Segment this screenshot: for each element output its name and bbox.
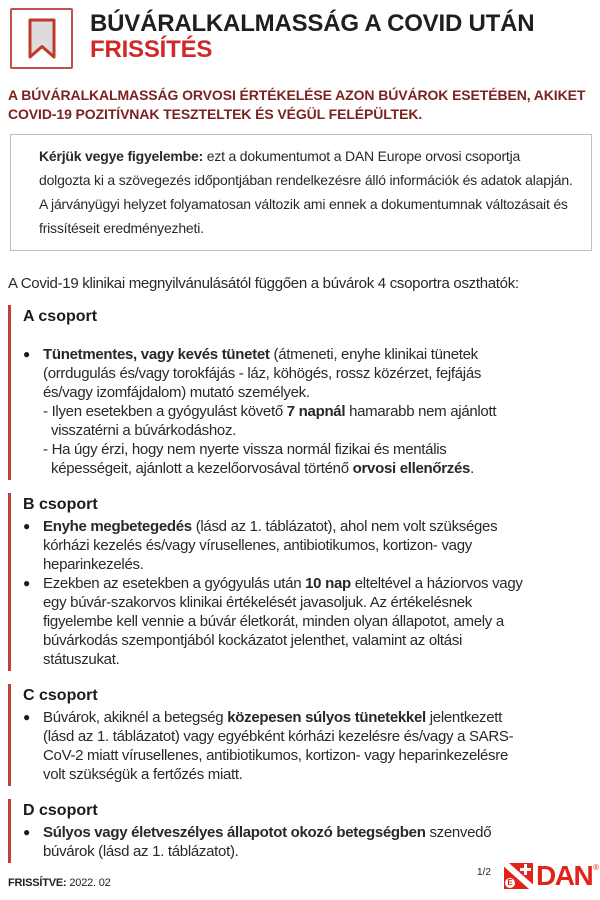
dan-logo-text: DAN xyxy=(536,860,593,891)
bookmark-icon xyxy=(10,8,73,69)
bullet-text: Búvárok, akiknél a betegség közepesen súlyos tünetekkel jelentkezett (lásd az 1. táblázatot) vagy egyébként kórházi kezelésre és/vagy a SARS-CoV-2 miatt vírusellenes, antibiotikumos, kortizon- vagy heparinkezelésre volt szükségük a fertőzés miatt. xyxy=(43,709,514,783)
section-group-c xyxy=(8,684,600,786)
dan-logo xyxy=(504,860,600,891)
bullet-icon: ● xyxy=(23,519,31,533)
bullet-icon: ● xyxy=(23,576,31,590)
section-group-b xyxy=(8,493,600,671)
page-number: 1/2 xyxy=(477,867,491,878)
subtitle: A BÚVÁRALKALMASSÁG ORVOSI ÉRTÉKELÉSE AZON BÚVÁROK ESETÉBEN, AKIKET COVID-19 POZITÍVNAK TESZTELTEK ÉS VÉGÜL FELÉPÜLTEK. xyxy=(8,87,586,122)
title-block xyxy=(90,8,534,62)
bullet-text: Súlyos vagy életveszélyes állapotot okozó betegségben szenvedő búvárok (lásd az 1. táblázatot). xyxy=(43,824,492,860)
bullet-icon: ● xyxy=(23,825,31,839)
flag-e-badge: E xyxy=(505,878,515,888)
registered-mark: ® xyxy=(593,863,600,872)
list-item xyxy=(23,708,600,784)
document-footer xyxy=(0,850,600,900)
group-d-heading: D csoport xyxy=(23,802,98,819)
page-title-update: FRISSÍTÉS xyxy=(90,36,213,63)
bullet-icon: ● xyxy=(23,710,31,724)
bullet-icon: ● xyxy=(23,347,31,361)
list-item xyxy=(23,517,600,574)
updated-label: FRISSÍTVE: 2022. 02 xyxy=(8,877,111,889)
bullet-text: Tünetmentes, vagy kevés tünetet (átmeneti, enyhe klinikai tünetek (orrdugulás és/vagy torokfájás - láz, köhögés, rossz közérzet, fejfájás és/vagy izomfájdalom) mutató személyek. xyxy=(43,346,482,401)
group-a-heading: A csoport xyxy=(23,308,98,325)
notice-text: Kérjük vegye figyelembe: ezt a dokumentumot a DAN Europe orvosi csoportja dolgozta ki a szövegezés időpontjában rendelkezésre álló információk és adatok alapján. A járványügyi helyzet folyamatosan változik ami ennek a dokumentumnak változásait és frissítéseit eredményezheti. xyxy=(39,148,573,236)
bullet-text: Enyhe megbetegedés (lásd az 1. táblázatot), ahol nem volt szükséges kórházi kezelés és/vagy vírusellenes, antibiotikumos, kortizon- vagy heparinkezelés. xyxy=(43,518,498,573)
section-group-a xyxy=(8,305,600,480)
diver-down-flag-icon xyxy=(504,863,533,889)
document-header xyxy=(0,0,600,69)
group-c-heading: C csoport xyxy=(23,687,98,704)
intro-text: A Covid-19 klinikai megnyilvánulásától függően a búvárok 4 csoportra oszthatók: xyxy=(8,275,519,292)
list-item xyxy=(23,345,600,402)
group-b-heading: B csoport xyxy=(23,496,98,513)
list-item xyxy=(23,574,600,669)
sub-item-text: - Ha úgy érzi, hogy nem nyerte vissza normál fizikai és mentális képességeit, ajánlott a kezelőorvosával történő orvosi ellenőrzés. xyxy=(43,441,474,477)
flag-cross-icon xyxy=(524,864,527,875)
page-title: BÚVÁRALKALMASSÁG A COVID UTÁN xyxy=(90,10,535,37)
bullet-text: Ezekben az esetekben a gyógyulás után 10 nap elteltével a háziorvos vagy egy búvár-szakorvos klinikai értékelését javasoljuk. Az értékelésnek figyelembe kell vennie a búvár életkorát, minden olyan állapotot, amely a búvárkodás szempontjából kockázatot jelenthet, valamint az oltási státuszukat. xyxy=(43,575,523,668)
sub-item-text: - Ilyen esetekben a gyógyulást követő 7 napnál hamarabb nem ajánlott visszatérni a búvárkodáshoz. xyxy=(43,403,497,439)
notice-box xyxy=(10,134,592,251)
